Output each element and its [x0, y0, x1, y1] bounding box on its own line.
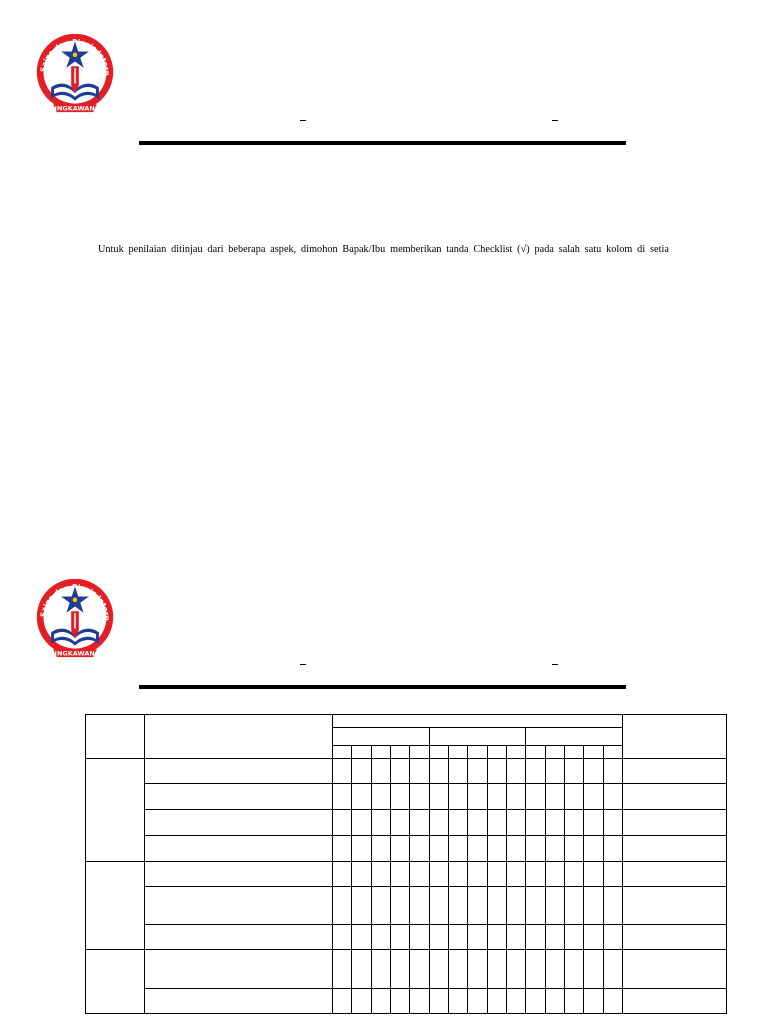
header-cell-score — [584, 746, 603, 759]
checkbox-cell[interactable] — [333, 810, 352, 836]
cell-aspect — [145, 989, 333, 1014]
checkbox-cell[interactable] — [564, 925, 583, 950]
checkbox-cell[interactable] — [487, 989, 506, 1014]
checkbox-cell[interactable] — [545, 887, 564, 925]
checkbox-cell[interactable] — [352, 989, 371, 1014]
checkbox-cell[interactable] — [333, 862, 352, 887]
checkbox-cell[interactable] — [584, 862, 603, 887]
table-row — [86, 950, 727, 989]
checkbox-cell[interactable] — [410, 887, 429, 925]
checkbox-cell[interactable] — [333, 759, 352, 784]
checkbox-cell[interactable] — [506, 989, 525, 1014]
header-cell-rating-group — [526, 728, 623, 746]
checkbox-cell[interactable] — [448, 759, 467, 784]
checkbox-cell[interactable] — [468, 836, 487, 862]
checkbox-cell[interactable] — [390, 784, 409, 810]
checkbox-cell[interactable] — [429, 950, 448, 989]
checkbox-cell[interactable] — [468, 810, 487, 836]
checkbox-cell[interactable] — [545, 862, 564, 887]
checkbox-cell[interactable] — [352, 759, 371, 784]
table-row — [86, 836, 727, 862]
checkbox-cell[interactable] — [352, 810, 371, 836]
checkbox-cell[interactable] — [448, 810, 467, 836]
checkbox-cell[interactable] — [390, 810, 409, 836]
checkbox-cell[interactable] — [390, 759, 409, 784]
checkbox-cell[interactable] — [526, 784, 545, 810]
checkbox-cell[interactable] — [545, 836, 564, 862]
checkbox-cell[interactable] — [487, 925, 506, 950]
checkbox-cell[interactable] — [584, 925, 603, 950]
title-dash-left — [300, 120, 306, 121]
header-cell-score — [545, 746, 564, 759]
header-cell-number — [86, 715, 145, 759]
cell-notes[interactable] — [622, 759, 726, 784]
checkbox-cell[interactable] — [506, 887, 525, 925]
checkbox-cell[interactable] — [564, 836, 583, 862]
checkbox-cell[interactable] — [448, 862, 467, 887]
checkbox-cell[interactable] — [584, 989, 603, 1014]
checkbox-cell[interactable] — [564, 989, 583, 1014]
checkbox-cell[interactable] — [448, 887, 467, 925]
header-cell-score — [487, 746, 506, 759]
checkbox-cell[interactable] — [487, 862, 506, 887]
checkbox-cell[interactable] — [390, 887, 409, 925]
checkbox-cell[interactable] — [564, 887, 583, 925]
assessment-table — [85, 714, 727, 1014]
institution-logo-icon — [32, 30, 118, 116]
cell-group-number — [86, 862, 145, 950]
checkbox-cell[interactable] — [506, 836, 525, 862]
checkbox-cell[interactable] — [603, 759, 622, 784]
checkbox-cell[interactable] — [584, 784, 603, 810]
checkbox-cell[interactable] — [352, 950, 371, 989]
cell-aspect — [145, 784, 333, 810]
checkbox-cell[interactable] — [410, 925, 429, 950]
header-cell-score — [468, 746, 487, 759]
table-row — [86, 887, 727, 925]
header-cell-score — [526, 746, 545, 759]
checkbox-cell[interactable] — [487, 759, 506, 784]
header-cell-notes — [622, 715, 726, 759]
checkbox-cell[interactable] — [603, 989, 622, 1014]
checkbox-cell[interactable] — [506, 784, 525, 810]
checkbox-cell[interactable] — [410, 784, 429, 810]
checkbox-cell[interactable] — [468, 887, 487, 925]
checkbox-cell[interactable] — [545, 950, 564, 989]
checkbox-cell[interactable] — [545, 810, 564, 836]
checkbox-cell[interactable] — [487, 784, 506, 810]
header-cell-score — [371, 746, 390, 759]
checkbox-cell[interactable] — [468, 925, 487, 950]
cell-aspect — [145, 862, 333, 887]
checkbox-cell[interactable] — [333, 989, 352, 1014]
title-dash-right — [552, 664, 558, 665]
header-cell-score — [429, 746, 448, 759]
checkbox-cell[interactable] — [603, 862, 622, 887]
checkbox-cell[interactable] — [371, 925, 390, 950]
checkbox-cell[interactable] — [526, 925, 545, 950]
header-cell-score — [506, 746, 525, 759]
checkbox-cell[interactable] — [584, 810, 603, 836]
checkbox-cell[interactable] — [603, 810, 622, 836]
checkbox-cell[interactable] — [526, 759, 545, 784]
checkbox-cell[interactable] — [545, 989, 564, 1014]
checkbox-cell[interactable] — [333, 887, 352, 925]
cell-notes[interactable] — [622, 836, 726, 862]
checkbox-cell[interactable] — [526, 836, 545, 862]
checkbox-cell[interactable] — [545, 759, 564, 784]
checkbox-cell[interactable] — [468, 989, 487, 1014]
cell-aspect — [145, 887, 333, 925]
checkbox-cell[interactable] — [545, 925, 564, 950]
checkbox-cell[interactable] — [390, 925, 409, 950]
checkbox-cell[interactable] — [410, 810, 429, 836]
checkbox-cell[interactable] — [526, 989, 545, 1014]
checkbox-cell[interactable] — [584, 759, 603, 784]
header-cell-score — [564, 746, 583, 759]
checkbox-cell[interactable] — [468, 862, 487, 887]
checkbox-cell[interactable] — [429, 862, 448, 887]
checkbox-cell[interactable] — [506, 862, 525, 887]
checkbox-cell[interactable] — [448, 925, 467, 950]
checkbox-cell[interactable] — [371, 810, 390, 836]
checkbox-cell[interactable] — [333, 950, 352, 989]
table-row — [86, 989, 727, 1014]
table-row — [86, 759, 727, 784]
checkbox-cell[interactable] — [526, 887, 545, 925]
checkbox-cell[interactable] — [603, 887, 622, 925]
header-row — [86, 715, 727, 728]
checkbox-cell[interactable] — [487, 810, 506, 836]
header-cell-score — [603, 746, 622, 759]
checkbox-cell[interactable] — [410, 950, 429, 989]
checkbox-cell[interactable] — [352, 887, 371, 925]
checkbox-cell[interactable] — [429, 784, 448, 810]
checkbox-cell[interactable] — [526, 810, 545, 836]
checkbox-cell[interactable] — [371, 836, 390, 862]
checkbox-cell[interactable] — [352, 784, 371, 810]
checkbox-cell[interactable] — [545, 784, 564, 810]
checkbox-cell[interactable] — [526, 862, 545, 887]
checkbox-cell[interactable] — [448, 836, 467, 862]
checkbox-cell[interactable] — [352, 862, 371, 887]
checkbox-cell[interactable] — [410, 836, 429, 862]
checkbox-cell[interactable] — [429, 810, 448, 836]
header-rule — [139, 141, 626, 145]
header-cell-score — [410, 746, 429, 759]
checkbox-cell[interactable] — [584, 887, 603, 925]
checkbox-cell[interactable] — [352, 836, 371, 862]
table-row — [86, 784, 727, 810]
checkbox-cell[interactable] — [584, 836, 603, 862]
cell-notes[interactable] — [622, 784, 726, 810]
cell-aspect — [145, 810, 333, 836]
cell-aspect — [145, 836, 333, 862]
cell-notes[interactable] — [622, 887, 726, 925]
checkbox-cell[interactable] — [603, 784, 622, 810]
checkbox-cell[interactable] — [564, 950, 583, 989]
cell-aspect — [145, 950, 333, 989]
checkbox-cell[interactable] — [410, 862, 429, 887]
header-cell-score — [352, 746, 371, 759]
checkbox-cell[interactable] — [603, 950, 622, 989]
checkbox-cell[interactable] — [429, 887, 448, 925]
checkbox-cell[interactable] — [487, 836, 506, 862]
header-cell-score — [333, 746, 352, 759]
checkbox-cell[interactable] — [371, 784, 390, 810]
checkbox-cell[interactable] — [429, 925, 448, 950]
checkbox-cell[interactable] — [487, 950, 506, 989]
checkbox-cell[interactable] — [564, 784, 583, 810]
checkbox-cell[interactable] — [506, 810, 525, 836]
cell-notes[interactable] — [622, 925, 726, 950]
cell-aspect — [145, 925, 333, 950]
checkbox-cell[interactable] — [371, 887, 390, 925]
cell-notes[interactable] — [622, 989, 726, 1014]
checkbox-cell[interactable] — [333, 925, 352, 950]
checkbox-cell[interactable] — [371, 759, 390, 784]
cell-notes[interactable] — [622, 950, 726, 989]
table-row — [86, 925, 727, 950]
checkbox-cell[interactable] — [468, 784, 487, 810]
cell-aspect — [145, 759, 333, 784]
header-rule — [139, 685, 626, 689]
checkbox-cell[interactable] — [333, 836, 352, 862]
table-row — [86, 862, 727, 887]
checkbox-cell[interactable] — [390, 836, 409, 862]
checkbox-cell[interactable] — [506, 759, 525, 784]
checkbox-cell[interactable] — [506, 925, 525, 950]
checkbox-cell[interactable] — [448, 784, 467, 810]
checkbox-cell[interactable] — [564, 810, 583, 836]
checkbox-cell[interactable] — [564, 759, 583, 784]
checkbox-cell[interactable] — [468, 950, 487, 989]
checkbox-cell[interactable] — [371, 950, 390, 989]
checkbox-cell[interactable] — [468, 759, 487, 784]
checkbox-cell[interactable] — [487, 887, 506, 925]
checkbox-cell[interactable] — [390, 862, 409, 887]
checkbox-cell[interactable] — [390, 989, 409, 1014]
header-cell-aspect — [145, 715, 333, 759]
instruction-text: Untuk penilaian ditinjau dari beberapa aspek, dimohon Bapak/Ibu memberikan tanda Checklist (√) pada salah satu kolom di setia — [98, 244, 669, 255]
cell-notes[interactable] — [622, 862, 726, 887]
header-cell-score — [390, 746, 409, 759]
header-cell-rating-group — [333, 728, 430, 746]
checkbox-cell[interactable] — [390, 950, 409, 989]
checkbox-cell[interactable] — [429, 989, 448, 1014]
cell-notes[interactable] — [622, 810, 726, 836]
checkbox-cell[interactable] — [410, 759, 429, 784]
cell-group-number — [86, 759, 145, 862]
checkbox-cell[interactable] — [526, 950, 545, 989]
institution-logo-icon — [32, 575, 118, 661]
header-cell-score — [448, 746, 467, 759]
checkbox-cell[interactable] — [448, 989, 467, 1014]
checkbox-cell[interactable] — [506, 950, 525, 989]
cell-group-number — [86, 950, 145, 1014]
checkbox-cell[interactable] — [371, 989, 390, 1014]
checkbox-cell[interactable] — [448, 950, 467, 989]
checkbox-cell[interactable] — [603, 836, 622, 862]
header-cell-rating — [333, 715, 623, 728]
checkbox-cell[interactable] — [371, 862, 390, 887]
checkbox-cell[interactable] — [564, 862, 583, 887]
checkbox-cell[interactable] — [603, 925, 622, 950]
checkbox-cell[interactable] — [333, 784, 352, 810]
title-dash-left — [300, 664, 306, 665]
checkbox-cell[interactable] — [410, 989, 429, 1014]
checkbox-cell[interactable] — [429, 836, 448, 862]
checkbox-cell[interactable] — [352, 925, 371, 950]
checkbox-cell[interactable] — [429, 759, 448, 784]
table-row — [86, 810, 727, 836]
checkbox-cell[interactable] — [584, 950, 603, 989]
title-dash-right — [552, 120, 558, 121]
header-cell-rating-group — [429, 728, 526, 746]
